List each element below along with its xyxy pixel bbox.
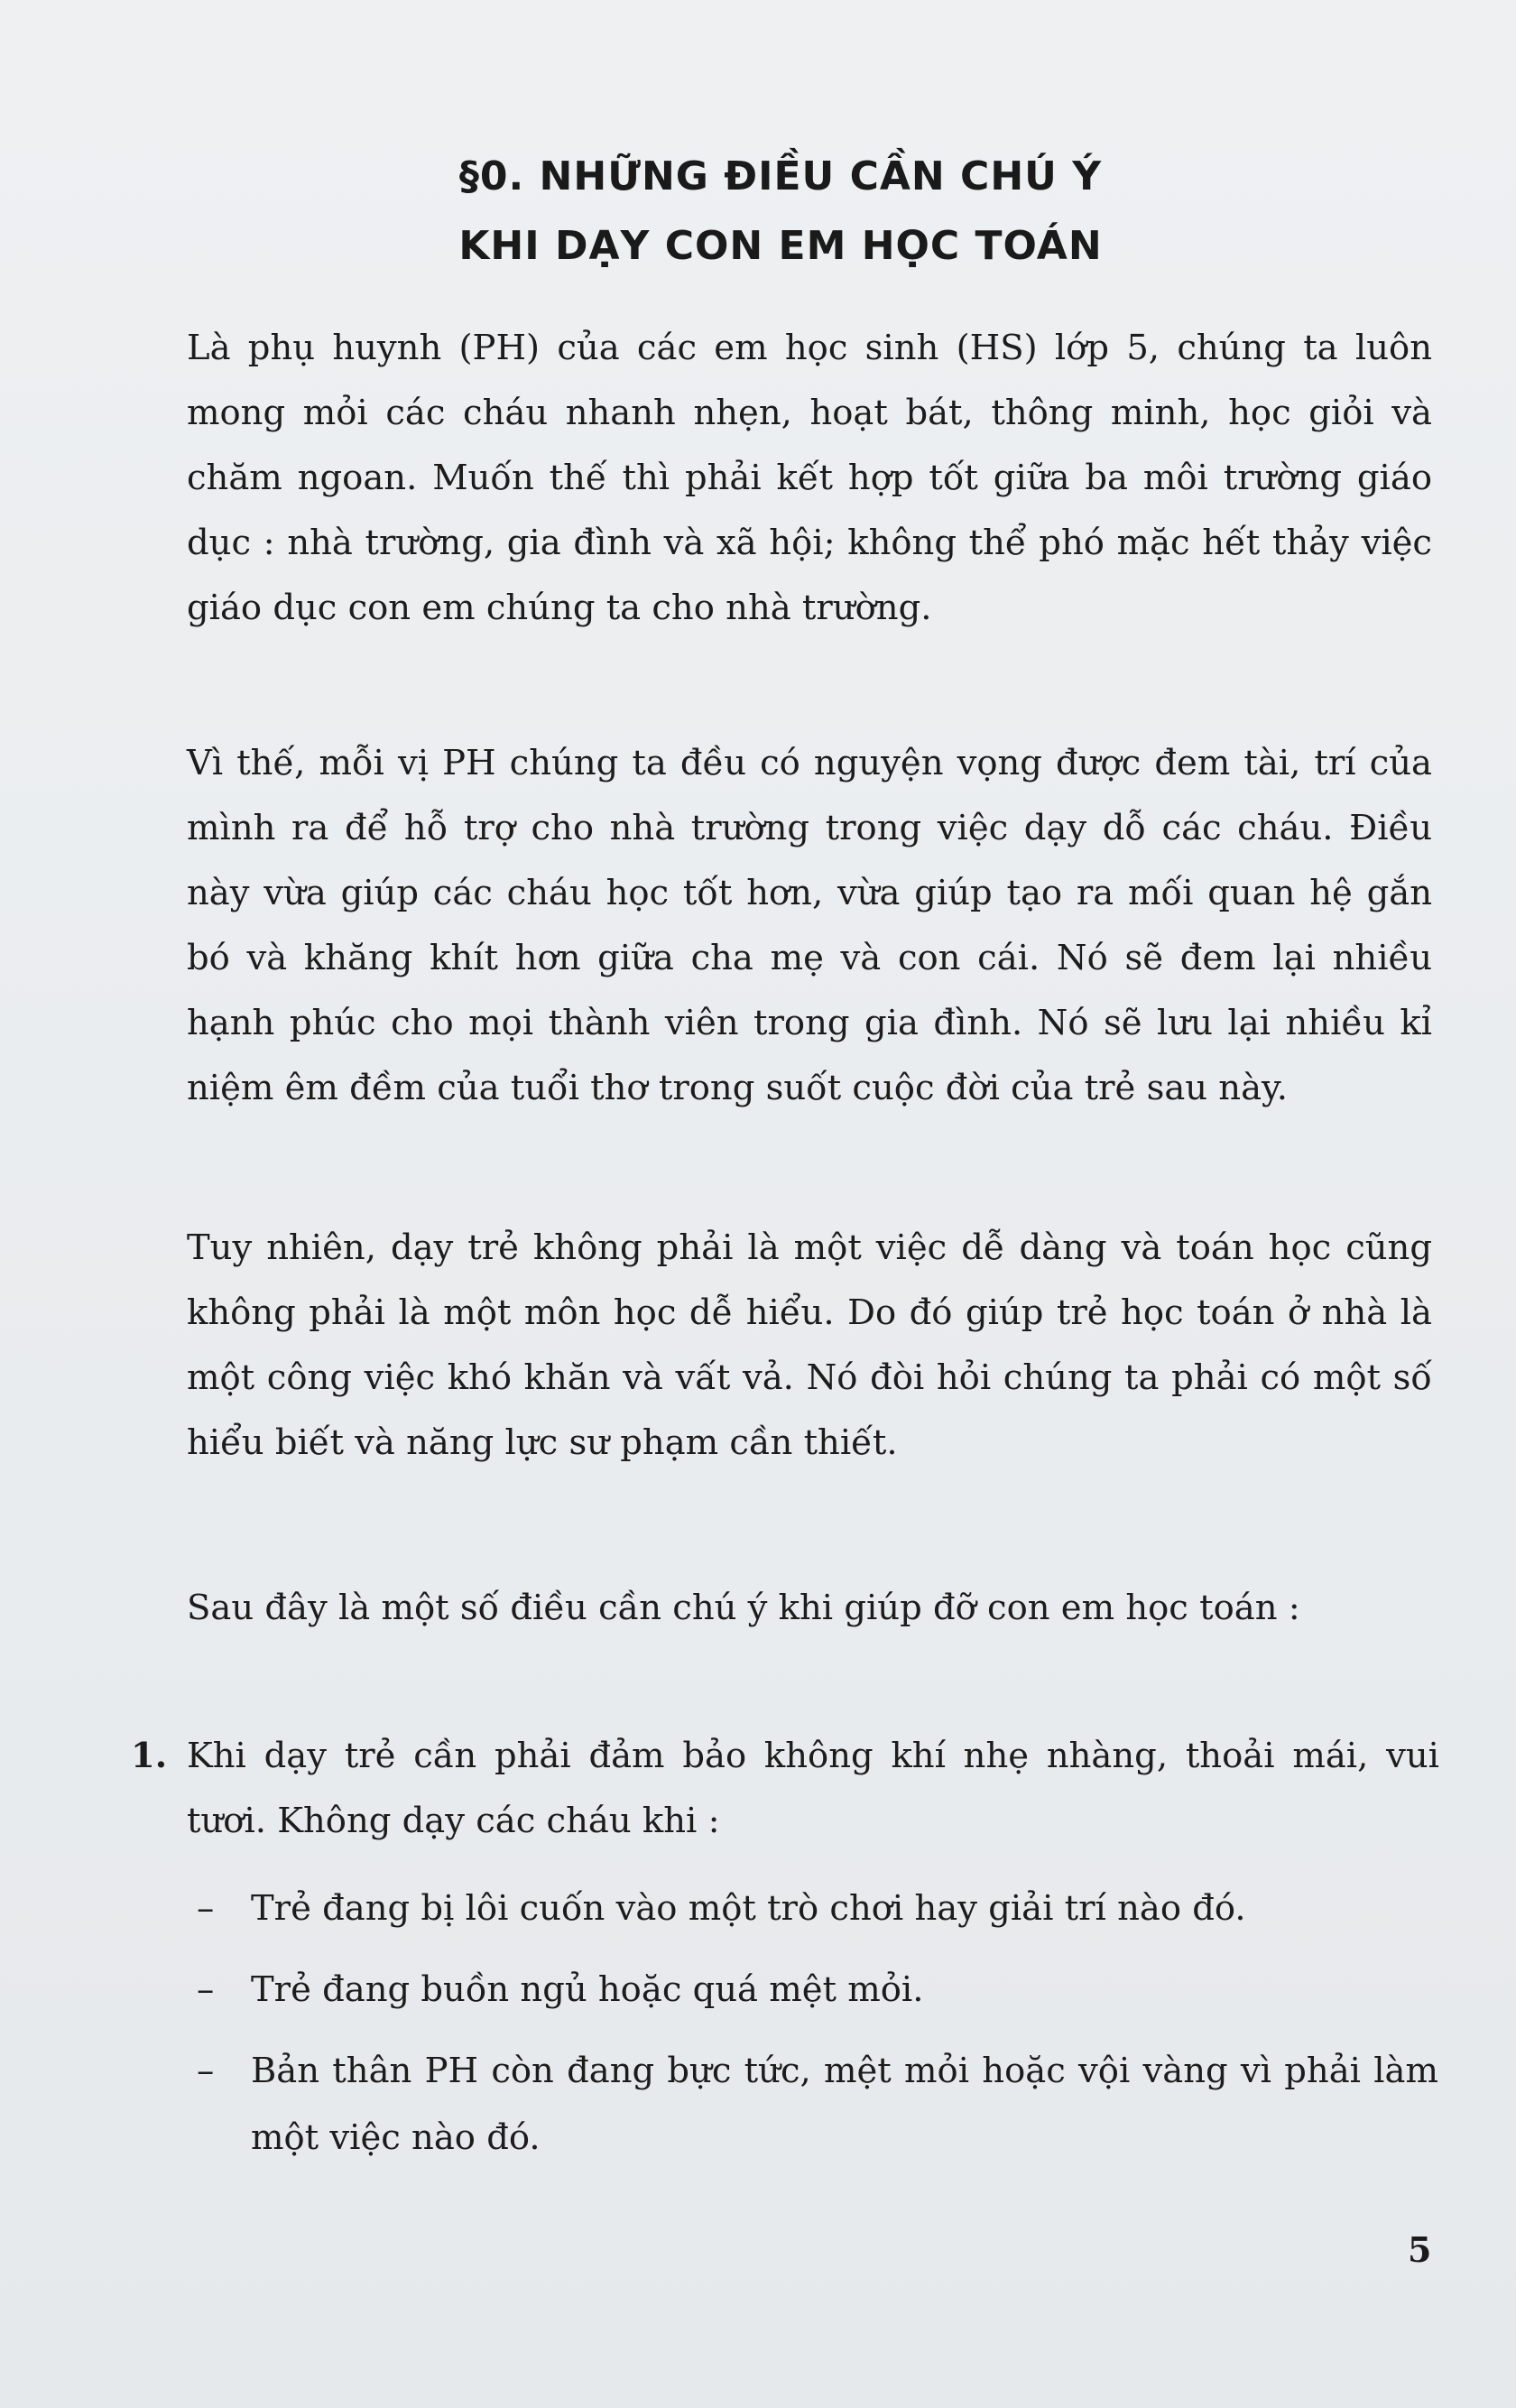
chapter-title-line-1: §0. NHỮNG ĐIỀU CẦN CHÚ Ý: [458, 153, 1103, 199]
page-number: 5: [1408, 2229, 1432, 2270]
paragraph-lead-in: Sau đây là một số điều cần chú ý khi giúp đỡ con em học toán :: [187, 1588, 1300, 1628]
chapter-title-line-2: KHI DẠY CON EM HỌC TOÁN: [458, 223, 1103, 269]
item-number: 1.: [131, 1736, 168, 1776]
bullet-text: Trẻ đang buồn ngủ hoặc quá mệt mỏi.: [251, 1969, 924, 2010]
numbered-item: [131, 1724, 1439, 1854]
bullet-text: Trẻ đang bị lôi cuốn vào một trò chơi hay giải trí nào đó.: [251, 1888, 1246, 1929]
paragraph-aspiration: Vì thế, mỗi vị PH chúng ta đều có nguyện vọng được đem tài, trí của mình ra để hỗ trợ cho nhà trường trong việc dạy dỗ các cháu. Điều này vừa giúp các cháu học tốt hơn, vừa giúp tạo ra mối quan hệ gắn bó và khăng khít hơn giữa cha mẹ và con cái. Nó sẽ đem lại nhiều hạnh phúc cho mọi thành viên trong gia đình. Nó sẽ lưu lại nhiều kỉ niệm êm đềm của tuổi thơ trong suốt cuộc đời của trẻ sau này.: [187, 743, 1432, 1108]
dash-icon: –: [197, 2051, 215, 2091]
paragraph-intro: Là phụ huynh (PH) của các em học sinh (HS) lớp 5, chúng ta luôn mong mỏi các cháu nhanh nhẹn, hoạt bát, thông minh, học giỏi và chăm ngoan. Muốn thế thì phải kết hợp tốt giữa ba môi trường giáo dục : nhà trường, gia đình và xã hội; không thể phó mặc hết thảy việc giáo dục con em chúng ta cho nhà trường.: [187, 328, 1432, 628]
bullet-item: [197, 1875, 1438, 1942]
bullet-item: [197, 1957, 1438, 2024]
bullet-text: Bản thân PH còn đang bực tức, mệt mỏi hoặc vội vàng vì phải làm một việc nào đó.: [251, 2051, 1438, 2158]
paragraph-difficulty: Tuy nhiên, dạy trẻ không phải là một việc dễ dàng và toán học cũng không phải là một môn học dễ hiểu. Do đó giúp trẻ học toán ở nhà là một công việc khó khăn và vất vả. Nó đòi hỏi chúng ta phải có một số hiểu biết và năng lực sư phạm cần thiết.: [187, 1227, 1432, 1463]
dash-icon: –: [197, 1888, 215, 1929]
bullet-item: [197, 2038, 1438, 2172]
item-text: Khi dạy trẻ cần phải đảm bảo không khí nhẹ nhàng, thoải mái, vui tươi. Không dạy các cháu khi :: [187, 1736, 1439, 1841]
dash-icon: –: [197, 1969, 215, 2010]
